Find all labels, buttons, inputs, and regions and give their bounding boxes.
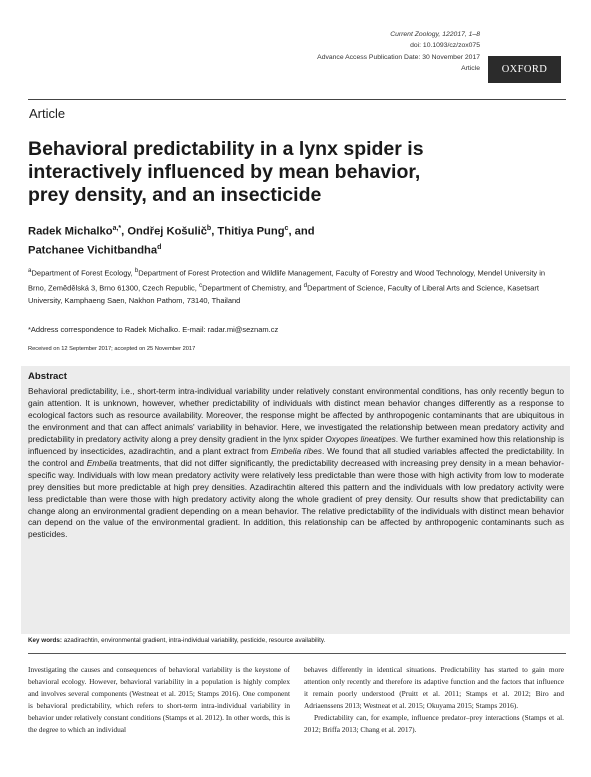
publication-date: Advance Access Publication Date: 30 November 2017: [317, 53, 480, 61]
affil-sup: c: [198, 282, 203, 290]
abstract-divider: [28, 653, 566, 654]
doi[interactable]: doi: 10.1093/cz/zox075: [410, 42, 480, 50]
author-affil-sup: b: [206, 225, 212, 232]
correspondence-note: *Address correspondence to Radek Michalko. E-mail: radar.mi@seznam.cz: [28, 325, 279, 334]
affil-sup: b: [134, 267, 139, 274]
body-paragraph: Predictability can, for example, influence predator–prey interactions (Stamps et al. 2012; Briffa 2013; Chang et al. 2017).: [304, 713, 564, 735]
article-type: Article: [29, 106, 66, 121]
received-dates: Received on 12 September 2017; accepted on 25 November 2017: [28, 346, 196, 352]
author-name[interactable]: Radek Michalko: [28, 225, 113, 238]
affil-sup: a: [28, 267, 32, 274]
plant-name: Embelia ribes: [270, 445, 322, 456]
abstract-text: [28, 386, 564, 541]
article-title: Behavioral predictability in a lynx spider is interactively influenced by mean behavior, prey density, and an insecticide: [28, 138, 424, 206]
author-conjunction: and: [294, 225, 315, 238]
author-list: Radek Michalko$^{a,*}$, Ondřej Košulič$^b$, Thitiya Pung$^c$, and Patchanee Vichitbandha$^d$: [28, 225, 315, 257]
abstract-part: . We found that all studied variables affected the predictability. In the control and: [28, 445, 564, 468]
plant-genus: Embelia: [86, 457, 117, 468]
author-affil-sup: d: [157, 243, 162, 251]
keywords-label: Key words:: [28, 637, 62, 644]
abstract-part: . We further examined how this relationship is influenced by insecticides, azadirachtin, and a plant extract from: [28, 433, 564, 456]
author-affil-sup: c: [284, 225, 289, 232]
abstract-heading: Abstract: [28, 371, 67, 382]
affil-text: Department of Forest Protection and Wildlife Management, Faculty of Forestry and Wood Technology, Mendel University in Brno, Zemědělská 3, Brno 61300, Czech Republic,: [28, 268, 546, 293]
abstract-part: treatments, that did not differ significantly, the predictability decreased with increasing prey density in a mean behavior-specific way. Individuals with low mean predatory activity were relatively less predictable than were those with high activity from low to moderate prey densities but more predictable at high prey densities. Azadirachtin altered this pattern and the individuals with low predatory activity were less predictable than were those with high predatory activity along the whole gradient of prey density. Our results show that predictability can change along an environmental gradient depending on a mean behavior. The relative predictability of the individuals with distinct mean behavior can depend on the value of the environmental gradient. In addition, this relationship can be affected by anthropogenic contaminants such as pesticides.: [28, 457, 564, 540]
author-name[interactable]: Ondřej Košulič: [127, 225, 207, 238]
journal-header: [220, 29, 480, 74]
author-name[interactable]: Thitiya Pung: [217, 225, 285, 238]
affil-text: Department of Forest Ecology,: [31, 268, 135, 278]
oxford-logo: [488, 56, 561, 83]
oxford-logo-text: OXFORD: [501, 64, 548, 75]
affil-sup: d: [303, 282, 308, 290]
header-divider: [28, 99, 566, 100]
species-name: Oxyopes lineatipes: [325, 433, 396, 444]
affiliations: [28, 265, 558, 308]
affil-text: Department of Chemistry, and: [202, 283, 304, 293]
body-paragraph: behaves differently in identical situations. Predictability has started to gain more attention only recently and therefore its adaptive function and the factors that influence it remain poorly understood (Pruitt et al. 2011; Stamps et al. 2012; Biro and Adriaenssens 2013; Westneat et al. 2015; Okuyama 2015; Stamps 2016).: [304, 665, 564, 711]
abstract-part: Behavioral predictability, i.e., short-term intra-individual variability under relatively constant environmental conditions, has only recently begun to gain attention. It is unknown, however, whether predictability of individuals with distinct mean behavior changes differently as a response to ecological factors such as resource availability. Moreover, the response might be affected by anthropogenic contaminants that are ubiquitous in the environment and that can affect animals' variability in behavior. Here, we investigated the relationship between mean predatory activity and predictability in predatory activity along a prey density gradient in the lynx spider: [28, 386, 564, 444]
author-name[interactable]: Patchanee Vichitbandha: [28, 244, 158, 257]
body-column-right: [304, 664, 564, 737]
keywords-list: azadirachtin, environmental gradient, intra-individual variability, pesticide, resource availability.: [61, 637, 326, 644]
body-column-left: [28, 664, 290, 737]
journal-citation: Current Zoology, 122017, 1–8: [390, 31, 480, 38]
author-affil-sup: a,*: [112, 225, 122, 232]
header-article-label: Article: [461, 64, 480, 72]
keywords: [28, 636, 568, 646]
body-paragraph: Investigating the causes and consequences of behavioral variability is the keystone of behavioral ecology. However, behavioral variability in a population is highly complex and involves several components (Westneat et al. 2015; Stamps 2016). One component is behavioral predictability, which refers to short-term intra-individual variability in behavior under relatively constant conditions (Stamps et al. 2012). In other words, this is the degree to which an individual: [28, 665, 290, 735]
affil-text: Department of Science, Faculty of Liberal Arts and Science, Kasetsart University, Kamphaeng Saen, Nakhon Pathom, 73140, Thailand: [28, 283, 539, 306]
